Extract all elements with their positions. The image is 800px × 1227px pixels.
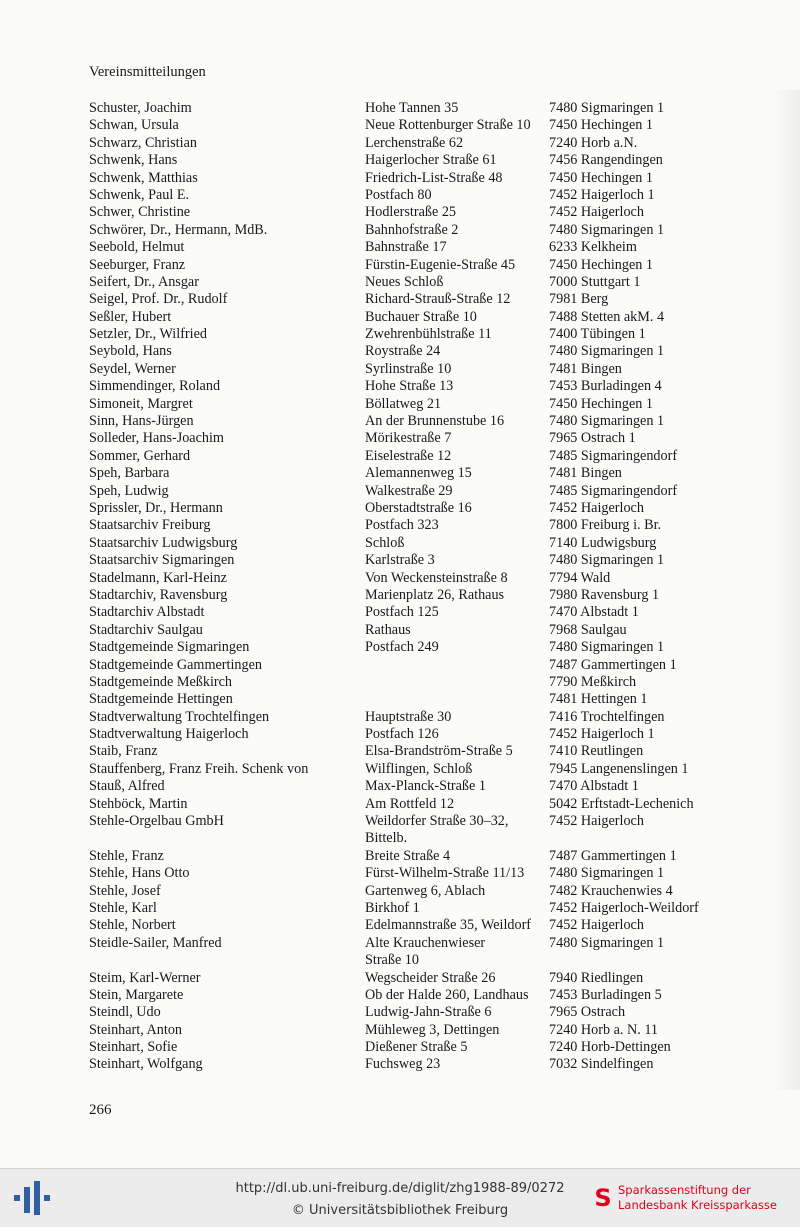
list-item: [89, 987, 789, 1004]
entry-name: Stein, Margarete: [89, 986, 184, 1003]
entry-name: Stehle, Norbert: [89, 917, 176, 934]
entry-street: Gartenweg 6, Ablach: [365, 882, 486, 899]
entry-street: Alemannenweg 15: [365, 465, 472, 482]
entry-city: 7480 Sigmaringen 1: [549, 639, 665, 656]
list-item: [89, 761, 789, 778]
list-item: [89, 413, 789, 430]
sponsor-block[interactable]: [592, 1181, 797, 1217]
entry-name: Seydel, Werner: [89, 360, 176, 377]
entry-city: 7240 Horb a.N.: [549, 134, 638, 151]
entry-street: Mörikestraße 7: [365, 430, 452, 447]
list-item: [89, 535, 789, 552]
entry-name: Stadtverwaltung Haigerloch: [89, 726, 249, 743]
list-item: [89, 326, 789, 343]
entry-name: Stehböck, Martin: [89, 795, 188, 812]
entry-name: Steinhart, Wolfgang: [89, 1056, 203, 1073]
entry-city: 7450 Hechingen 1: [549, 395, 654, 412]
list-item: [89, 587, 789, 604]
list-item: [89, 500, 789, 517]
entry-city: 7487 Gammertingen 1: [549, 847, 677, 864]
list-item: [89, 952, 789, 969]
entry-street: Ludwig-Jahn-Straße 6: [365, 1004, 492, 1021]
entry-city: 7450 Hechingen 1: [549, 169, 654, 186]
entry-name: Staib, Franz: [89, 743, 158, 760]
entry-name: Steim, Karl-Werner: [89, 969, 201, 986]
entry-name: Sommer, Gerhard: [89, 447, 191, 464]
entry-street: Fuchsweg 23: [365, 1056, 441, 1073]
entry-city: 7487 Gammertingen 1: [549, 656, 677, 673]
list-item: [89, 100, 789, 117]
entry-street: Lerchenstraße 62: [365, 134, 464, 151]
entry-street: Birkhof 1: [365, 899, 420, 916]
list-item: [89, 796, 789, 813]
entry-street: Weildorfer Straße 30–32,: [365, 813, 509, 830]
entry-street: Neue Rottenburger Straße 10: [365, 117, 531, 134]
entry-street: Karlstraße 3: [365, 552, 435, 569]
entry-city: 7240 Horb-Dettingen: [549, 1039, 671, 1056]
copyright-text: © Universitätsbibliothek Freiburg: [291, 1203, 509, 1218]
entry-city: 6233 Kelkheim: [549, 239, 637, 256]
list-item: [89, 170, 789, 187]
entry-city: 7481 Bingen: [549, 465, 622, 482]
member-address-list: [89, 100, 789, 1074]
entry-name: Staatsarchiv Sigmaringen: [89, 552, 235, 569]
entry-name: Simmendinger, Roland: [89, 378, 221, 395]
entry-city: 7453 Burladingen 5: [549, 986, 662, 1003]
entry-name: Stadelmann, Karl-Heinz: [89, 569, 227, 586]
entry-city: 7481 Hettingen 1: [549, 691, 648, 708]
page-number: 266: [89, 1102, 112, 1118]
entry-street: Von Weckensteinstraße 8: [365, 569, 508, 586]
entry-name: Seebold, Helmut: [89, 239, 185, 256]
entry-street: Alte Krauchenwieser: [365, 934, 486, 951]
list-item: [89, 726, 789, 743]
entry-street: Wilflingen, Schloß: [365, 760, 473, 777]
entry-city: 5042 Erftstadt-Lechenich: [549, 795, 694, 812]
entry-street: Fürstin-Eugenie-Straße 45: [365, 256, 516, 273]
entry-street: Roystraße 24: [365, 343, 441, 360]
entry-street: Hodlerstraße 25: [365, 204, 457, 221]
entry-name: Staatsarchiv Ludwigsburg: [89, 534, 238, 551]
entry-street: An der Brunnenstube 16: [365, 413, 505, 430]
entry-street: Syrlinstraße 10: [365, 360, 452, 377]
entry-name: Sprissler, Dr., Hermann: [89, 499, 223, 516]
list-item: [89, 343, 789, 360]
entry-city: 7452 Haigerloch: [549, 499, 644, 516]
entry-name: Stauffenberg, Franz Freih. Schenk von: [89, 760, 309, 777]
entry-street: Walkestraße 29: [365, 482, 453, 499]
list-item: [89, 257, 789, 274]
entry-street: Straße 10: [365, 952, 419, 969]
entry-name: Setzler, Dr., Wilfried: [89, 326, 207, 343]
entry-name: Stehle, Franz: [89, 847, 164, 864]
entry-name: Stadtgemeinde Gammertingen: [89, 656, 262, 673]
entry-city: 7450 Hechingen 1: [549, 117, 654, 134]
list-item: [89, 378, 789, 395]
list-item: [89, 865, 789, 882]
entry-city: 7400 Tübingen 1: [549, 326, 646, 343]
entry-city: 7452 Haigerloch: [549, 204, 644, 221]
entry-street: Richard-Strauß-Straße 12: [365, 291, 511, 308]
list-item: [89, 291, 789, 308]
list-item: [89, 691, 789, 708]
entry-street: Böllatweg 21: [365, 395, 442, 412]
list-item: [89, 970, 789, 987]
entry-street: Hohe Tannen 35: [365, 100, 459, 116]
entry-city: 7453 Burladingen 4: [549, 378, 662, 395]
entry-name: Stadtgemeinde Hettingen: [89, 691, 233, 708]
entry-name: Solleder, Hans-Joachim: [89, 430, 224, 447]
entry-street: Ob der Halde 260, Landhaus: [365, 986, 529, 1003]
list-item: [89, 657, 789, 674]
entry-city: 7470 Albstadt 1: [549, 778, 639, 795]
list-item: [89, 448, 789, 465]
list-item: [89, 204, 789, 221]
entry-name: Speh, Ludwig: [89, 482, 169, 499]
entry-name: Stadtverwaltung Trochtelfingen: [89, 708, 270, 725]
entry-name: Stehle, Karl: [89, 899, 157, 916]
list-item: [89, 604, 789, 621]
list-item: [89, 639, 789, 656]
entry-city: 7794 Wald: [549, 569, 611, 586]
entry-street: Edelmannstraße 35, Weildorf: [365, 917, 532, 934]
list-item: [89, 465, 789, 482]
entry-city: 7481 Bingen: [549, 360, 622, 377]
list-item: [89, 830, 789, 847]
entry-name: Schwenk, Paul E.: [89, 186, 190, 203]
viewer-footer: [0, 1168, 800, 1227]
entry-city: 7485 Sigmaringendorf: [549, 447, 678, 464]
entry-city: 7140 Ludwigsburg: [549, 534, 657, 551]
entry-city: 7940 Riedlingen: [549, 969, 644, 986]
entry-city: 7410 Reutlingen: [549, 743, 644, 760]
entry-street: Elsa-Brandström-Straße 5: [365, 743, 513, 760]
entry-name: Seigel, Prof. Dr., Rudolf: [89, 291, 228, 308]
entry-city: 7485 Sigmaringendorf: [549, 482, 678, 499]
entry-street: Friedrich-List-Straße 48: [365, 169, 503, 186]
entry-street: Postfach 80: [365, 186, 432, 203]
entry-city: 7981 Berg: [549, 291, 609, 308]
entry-name: Steidle-Sailer, Manfred: [89, 934, 222, 951]
list-item: [89, 117, 789, 134]
entry-name: Stehle-Orgelbau GmbH: [89, 813, 224, 830]
entry-street: Breite Straße 4: [365, 847, 451, 864]
entry-street: Postfach 125: [365, 604, 439, 621]
entry-name: Steindl, Udo: [89, 1004, 161, 1021]
entry-street: Wegscheider Straße 26: [365, 969, 496, 986]
list-item: [89, 222, 789, 239]
entry-name: Simoneit, Margret: [89, 395, 193, 412]
entry-name: Stehle, Josef: [89, 882, 161, 899]
list-item: [89, 361, 789, 378]
list-item: [89, 1022, 789, 1039]
entry-name: Schuster, Joachim: [89, 100, 192, 116]
entry-city: 7480 Sigmaringen 1: [549, 343, 665, 360]
entry-name: Schwörer, Dr., Hermann, MdB.: [89, 221, 268, 238]
list-item: [89, 309, 789, 326]
list-item: [89, 430, 789, 447]
entry-name: Schwenk, Matthias: [89, 169, 198, 186]
entry-street: Eiselestraße 12: [365, 447, 452, 464]
entry-name: Stadtgemeinde Sigmaringen: [89, 639, 250, 656]
entry-name: Speh, Barbara: [89, 465, 170, 482]
list-item: [89, 483, 789, 500]
entry-street: Postfach 249: [365, 639, 439, 656]
entry-city: 7456 Rangendingen: [549, 152, 663, 169]
list-item: [89, 935, 789, 952]
entry-name: Stadtgemeinde Meßkirch: [89, 673, 233, 690]
entry-name: Steinhart, Sofie: [89, 1039, 178, 1056]
entry-city: 7450 Hechingen 1: [549, 256, 654, 273]
entry-city: 7416 Trochtelfingen: [549, 708, 665, 725]
list-item: [89, 570, 789, 587]
entry-city: 7790 Meßkirch: [549, 673, 637, 690]
entry-city: 7452 Haigerloch: [549, 917, 644, 934]
sparkasse-s-logo-icon: S: [594, 1184, 612, 1212]
entry-city: 7488 Stetten akM. 4: [549, 308, 665, 325]
page-heading: Vereinsmitteilungen: [89, 64, 206, 80]
list-item: [89, 778, 789, 795]
list-item: [89, 135, 789, 152]
list-item: [89, 813, 789, 830]
entry-city: 7945 Langenenslingen 1: [549, 760, 689, 777]
entry-city: 7480 Sigmaringen 1: [549, 934, 665, 951]
sponsor-line-1: Sparkassenstiftung der: [618, 1183, 751, 1197]
entry-name: Steinhart, Anton: [89, 1021, 183, 1038]
list-item: [89, 709, 789, 726]
list-item: [89, 1004, 789, 1021]
entry-city: 7980 Ravensburg 1: [549, 586, 660, 603]
entry-street: Am Rottfeld 12: [365, 795, 455, 812]
entry-street: Mühleweg 3, Dettingen: [365, 1021, 500, 1038]
entry-street: Rathaus: [365, 621, 411, 638]
entry-street: Fürst-Wilhelm-Straße 11/13: [365, 865, 525, 882]
entry-street: Max-Planck-Straße 1: [365, 778, 486, 795]
list-item: [89, 674, 789, 691]
entry-street: Hohe Straße 13: [365, 378, 454, 395]
document-url-link[interactable]: http://dl.ub.uni-freiburg.de/diglit/zhg1988-89/0272: [235, 1181, 565, 1196]
list-item: [89, 152, 789, 169]
list-item: [89, 900, 789, 917]
entry-street: Buchauer Straße 10: [365, 308, 477, 325]
list-item: [89, 552, 789, 569]
entry-street: Neues Schloß: [365, 273, 444, 290]
entry-name: Seßler, Hubert: [89, 308, 172, 325]
entry-street: Hauptstraße 30: [365, 708, 452, 725]
entry-city: 7032 Sindelfingen: [549, 1056, 654, 1073]
list-item: [89, 274, 789, 291]
entry-street: Zwehrenbühlstraße 11: [365, 326, 492, 343]
list-item: [89, 517, 789, 534]
entry-street: Schloß: [365, 534, 405, 551]
entry-city: 7480 Sigmaringen 1: [549, 552, 665, 569]
list-item: [89, 917, 789, 934]
entry-name: Seybold, Hans: [89, 343, 172, 360]
entry-street: Marienplatz 26, Rathaus: [365, 586, 505, 603]
entry-city: 7452 Haigerloch: [549, 813, 644, 830]
entry-city: 7470 Albstadt 1: [549, 604, 639, 621]
entry-name: Seifert, Dr., Ansgar: [89, 273, 199, 290]
entry-city: 7452 Haigerloch 1: [549, 726, 655, 743]
entry-name: Sinn, Hans-Jürgen: [89, 413, 194, 430]
entry-city: 7452 Haigerloch-Weildorf: [549, 899, 699, 916]
entry-city: 7240 Horb a. N. 11: [549, 1021, 659, 1038]
sponsor-line-2: Landesbank Kreissparkasse: [618, 1198, 777, 1212]
entry-city: 7800 Freiburg i. Br.: [549, 517, 662, 534]
list-item: [89, 187, 789, 204]
entry-city: 7480 Sigmaringen 1: [549, 221, 665, 238]
list-item: [89, 622, 789, 639]
entry-name: Staatsarchiv Freiburg: [89, 517, 211, 534]
list-item: [89, 396, 789, 413]
entry-name: Schwenk, Hans: [89, 152, 178, 169]
entry-name: Schwer, Christine: [89, 204, 191, 221]
sponsor-text: [618, 1183, 777, 1213]
entry-name: Seeburger, Franz: [89, 256, 186, 273]
entry-city: 7480 Sigmaringen 1: [549, 413, 665, 430]
entry-name: Schwan, Ursula: [89, 117, 179, 134]
list-item: [89, 1056, 789, 1073]
entry-street: Haigerlocher Straße 61: [365, 152, 497, 169]
entry-city: 7480 Sigmaringen 1: [549, 865, 665, 882]
entry-city: 7482 Krauchenwies 4: [549, 882, 673, 899]
entry-street: Bahnhofstraße 2: [365, 221, 459, 238]
list-item: [89, 848, 789, 865]
entry-city: 7480 Sigmaringen 1: [549, 100, 665, 116]
entry-city: 7965 Ostrach 1: [549, 430, 636, 447]
list-item: [89, 1039, 789, 1056]
entry-name: Stadtarchiv, Ravensburg: [89, 586, 228, 603]
list-item: [89, 743, 789, 760]
entry-street: Postfach 126: [365, 726, 439, 743]
entry-name: Stadtarchiv Saulgau: [89, 621, 203, 638]
entry-city: 7000 Stuttgart 1: [549, 273, 641, 290]
entry-street: Dießener Straße 5: [365, 1039, 468, 1056]
entry-name: Schwarz, Christian: [89, 134, 197, 151]
entry-name: Stauß, Alfred: [89, 778, 165, 795]
list-item: [89, 883, 789, 900]
entry-street: Bittelb.: [365, 830, 408, 847]
entry-city: 7452 Haigerloch 1: [549, 186, 655, 203]
entry-street: Postfach 323: [365, 517, 439, 534]
entry-city: 7965 Ostrach: [549, 1004, 626, 1021]
entry-name: Stehle, Hans Otto: [89, 865, 190, 882]
entry-street: Bahnstraße 17: [365, 239, 447, 256]
list-item: [89, 239, 789, 256]
entry-name: Stadtarchiv Albstadt: [89, 604, 205, 621]
entry-city: 7968 Saulgau: [549, 621, 627, 638]
entry-street: Oberstadtstraße 16: [365, 499, 472, 516]
